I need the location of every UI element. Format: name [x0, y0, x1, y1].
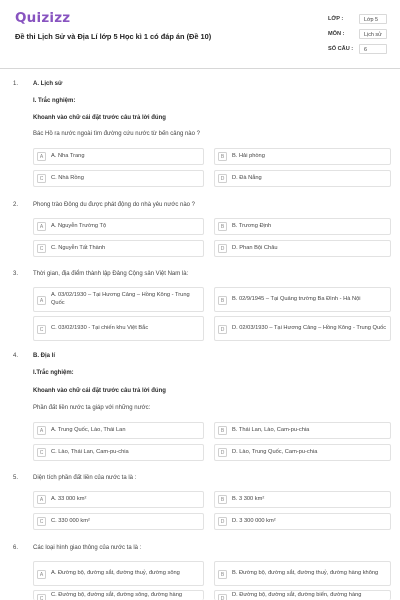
- question-2-text: Phong trào Đông du được phát động do nhà yêu nước nào ?: [33, 202, 196, 208]
- q5-option-b[interactable]: [214, 491, 391, 508]
- option-text: D. Phan Bội Châu: [232, 244, 278, 251]
- option-text: C. Nhà Rồng: [51, 174, 84, 181]
- option-letter: B: [218, 570, 227, 579]
- option-letter: B: [218, 222, 227, 231]
- option-letter: D: [218, 517, 227, 526]
- option-text: A. 03/02/1930 – Tại Hương Cảng – Hồng Kông - Trung Quốc: [51, 292, 190, 306]
- option-letter: C: [37, 325, 46, 334]
- option-letter: D: [218, 174, 227, 183]
- option-text: D. Đà Nẵng: [232, 174, 262, 181]
- option-letter: B: [218, 152, 227, 161]
- option-letter: C: [37, 517, 46, 526]
- option-letter: D: [218, 244, 227, 253]
- option-letter: D: [218, 594, 227, 600]
- option-text: C. Lào, Thái Lan, Cam-pu-chia: [51, 448, 129, 455]
- q3-option-c[interactable]: [33, 316, 204, 341]
- option-text: D. Đường bộ, đường sắt, đường biển, đường hàng: [232, 592, 362, 598]
- option-text: B. Thái Lan, Lào, Cam-pu-chia: [232, 426, 310, 433]
- question-3-number: 3.: [13, 271, 19, 277]
- option-text: B. Trương Định: [232, 222, 272, 229]
- option-letter: D: [218, 448, 227, 457]
- q3-option-a[interactable]: [33, 287, 204, 312]
- q2-option-d[interactable]: [214, 240, 391, 257]
- section-b-instruction: Khoanh vào chữ cái đặt trước câu trả lời đúng: [33, 388, 166, 394]
- q3-option-b[interactable]: [214, 287, 391, 312]
- option-text: B. Hải phòng: [232, 152, 265, 159]
- section-a-title: A. Lịch sử: [33, 81, 63, 87]
- option-text: D. 02/03/1930 – Tại Hương Cảng – Hồng Kông - Trung Quốc: [232, 324, 387, 331]
- q1-option-a[interactable]: [33, 148, 204, 165]
- q6-option-a[interactable]: [33, 561, 204, 586]
- question-4-text: Phần đất liền nước ta giáp với những nước:: [33, 405, 151, 411]
- option-letter: C: [37, 174, 46, 183]
- question-3-text: Thời gian, địa điểm thành lập Đảng Cộng sản Việt Nam là:: [33, 271, 189, 277]
- option-letter: A: [37, 296, 46, 305]
- option-text: B. Đường bộ, đường sắt, đường thuỷ, đường hàng không: [232, 569, 379, 576]
- option-text: B. 3 300 km²: [232, 495, 265, 502]
- question-6-number: 6.: [13, 545, 19, 551]
- option-letter: D: [218, 325, 227, 334]
- q6-option-b[interactable]: [214, 561, 391, 586]
- option-text: B. 02/9/1945 – Tại Quảng trường Ba Đình - Hà Nội: [232, 295, 361, 302]
- subject-label: MÔN :: [328, 31, 345, 37]
- question-2-number: 2.: [13, 202, 19, 208]
- worksheet-header: [0, 0, 400, 66]
- option-text: A. Đường bộ, đường sắt, đường thuỷ, đường sông: [51, 569, 180, 576]
- q4-option-d[interactable]: [214, 444, 391, 461]
- option-letter: B: [218, 296, 227, 305]
- option-letter: B: [218, 426, 227, 435]
- option-text: A. Nha Trang: [51, 152, 85, 159]
- option-text: C. 330 000 km²: [51, 517, 90, 524]
- q3-option-d[interactable]: [214, 316, 391, 341]
- option-text: C. 03/02/1930 - Tại chiến khu Việt Bắc: [51, 324, 149, 331]
- option-text: C. Đường bộ, đường sắt, đường sông, đường hàng: [51, 592, 183, 598]
- q2-option-c[interactable]: [33, 240, 204, 257]
- question-5-text: Diện tích phần đất liền của nước ta là :: [33, 475, 137, 481]
- section-a-subtitle: I. Trắc nghiệm:: [33, 98, 76, 104]
- class-field[interactable]: Lớp 5: [359, 14, 387, 24]
- option-text: C. Nguyễn Tất Thành: [51, 244, 106, 251]
- section-b-number: 4.: [13, 353, 19, 359]
- option-letter: C: [37, 244, 46, 253]
- option-letter: A: [37, 570, 46, 579]
- option-letter: B: [218, 495, 227, 504]
- q5-option-c[interactable]: [33, 513, 204, 530]
- option-text: A. Trung Quốc, Lào, Thái Lan: [51, 426, 126, 433]
- option-text: A. Nguyễn Trường Tộ: [51, 222, 107, 229]
- q2-option-b[interactable]: [214, 218, 391, 235]
- option-text: D. 3 300 000 km²: [232, 517, 276, 524]
- q6-option-d[interactable]: [214, 590, 391, 600]
- q1-option-c[interactable]: [33, 170, 204, 187]
- q5-option-a[interactable]: [33, 491, 204, 508]
- option-text: D. Lào, Trung Quốc, Cam-pu-chia: [232, 448, 318, 455]
- question-6-text: Các loại hình giao thông của nước ta là :: [33, 545, 142, 551]
- q4-option-c[interactable]: [33, 444, 204, 461]
- section-b-title: B. Địa lí: [33, 353, 56, 359]
- option-letter: C: [37, 448, 46, 457]
- question-5-number: 5.: [13, 475, 19, 481]
- q6-option-c[interactable]: [33, 590, 204, 600]
- q5-option-d[interactable]: [214, 513, 391, 530]
- section-a-instruction: Khoanh vào chữ cái đặt trước câu trả lời đúng: [33, 115, 166, 121]
- option-letter: A: [37, 495, 46, 504]
- quizizz-logo[interactable]: Quizizz: [15, 10, 71, 26]
- option-letter: C: [37, 594, 46, 600]
- subject-field[interactable]: Lịch sử: [359, 29, 387, 39]
- question-1-text: Bác Hồ ra nước ngoài tìm đường cứu nước từ bến cảng nào ?: [33, 131, 200, 137]
- section-a-number: 1.: [13, 81, 19, 87]
- q4-option-a[interactable]: [33, 422, 204, 439]
- q1-option-b[interactable]: [214, 148, 391, 165]
- option-letter: A: [37, 152, 46, 161]
- section-b-subtitle: I.Trắc nghiệm:: [33, 370, 74, 376]
- worksheet-title: Đề thi Lịch Sử và Địa Lí lớp 5 Học kì 1 có đáp án (Đề 10): [15, 32, 212, 41]
- count-label: SỐ CÂU :: [328, 46, 354, 52]
- count-field[interactable]: 6: [359, 44, 387, 54]
- option-letter: A: [37, 426, 46, 435]
- class-label: LỚP :: [328, 16, 344, 22]
- option-text: A. 33 000 km²: [51, 495, 87, 502]
- header-divider: [0, 68, 400, 69]
- q1-option-d[interactable]: [214, 170, 391, 187]
- option-letter: A: [37, 222, 46, 231]
- q4-option-b[interactable]: [214, 422, 391, 439]
- q2-option-a[interactable]: [33, 218, 204, 235]
